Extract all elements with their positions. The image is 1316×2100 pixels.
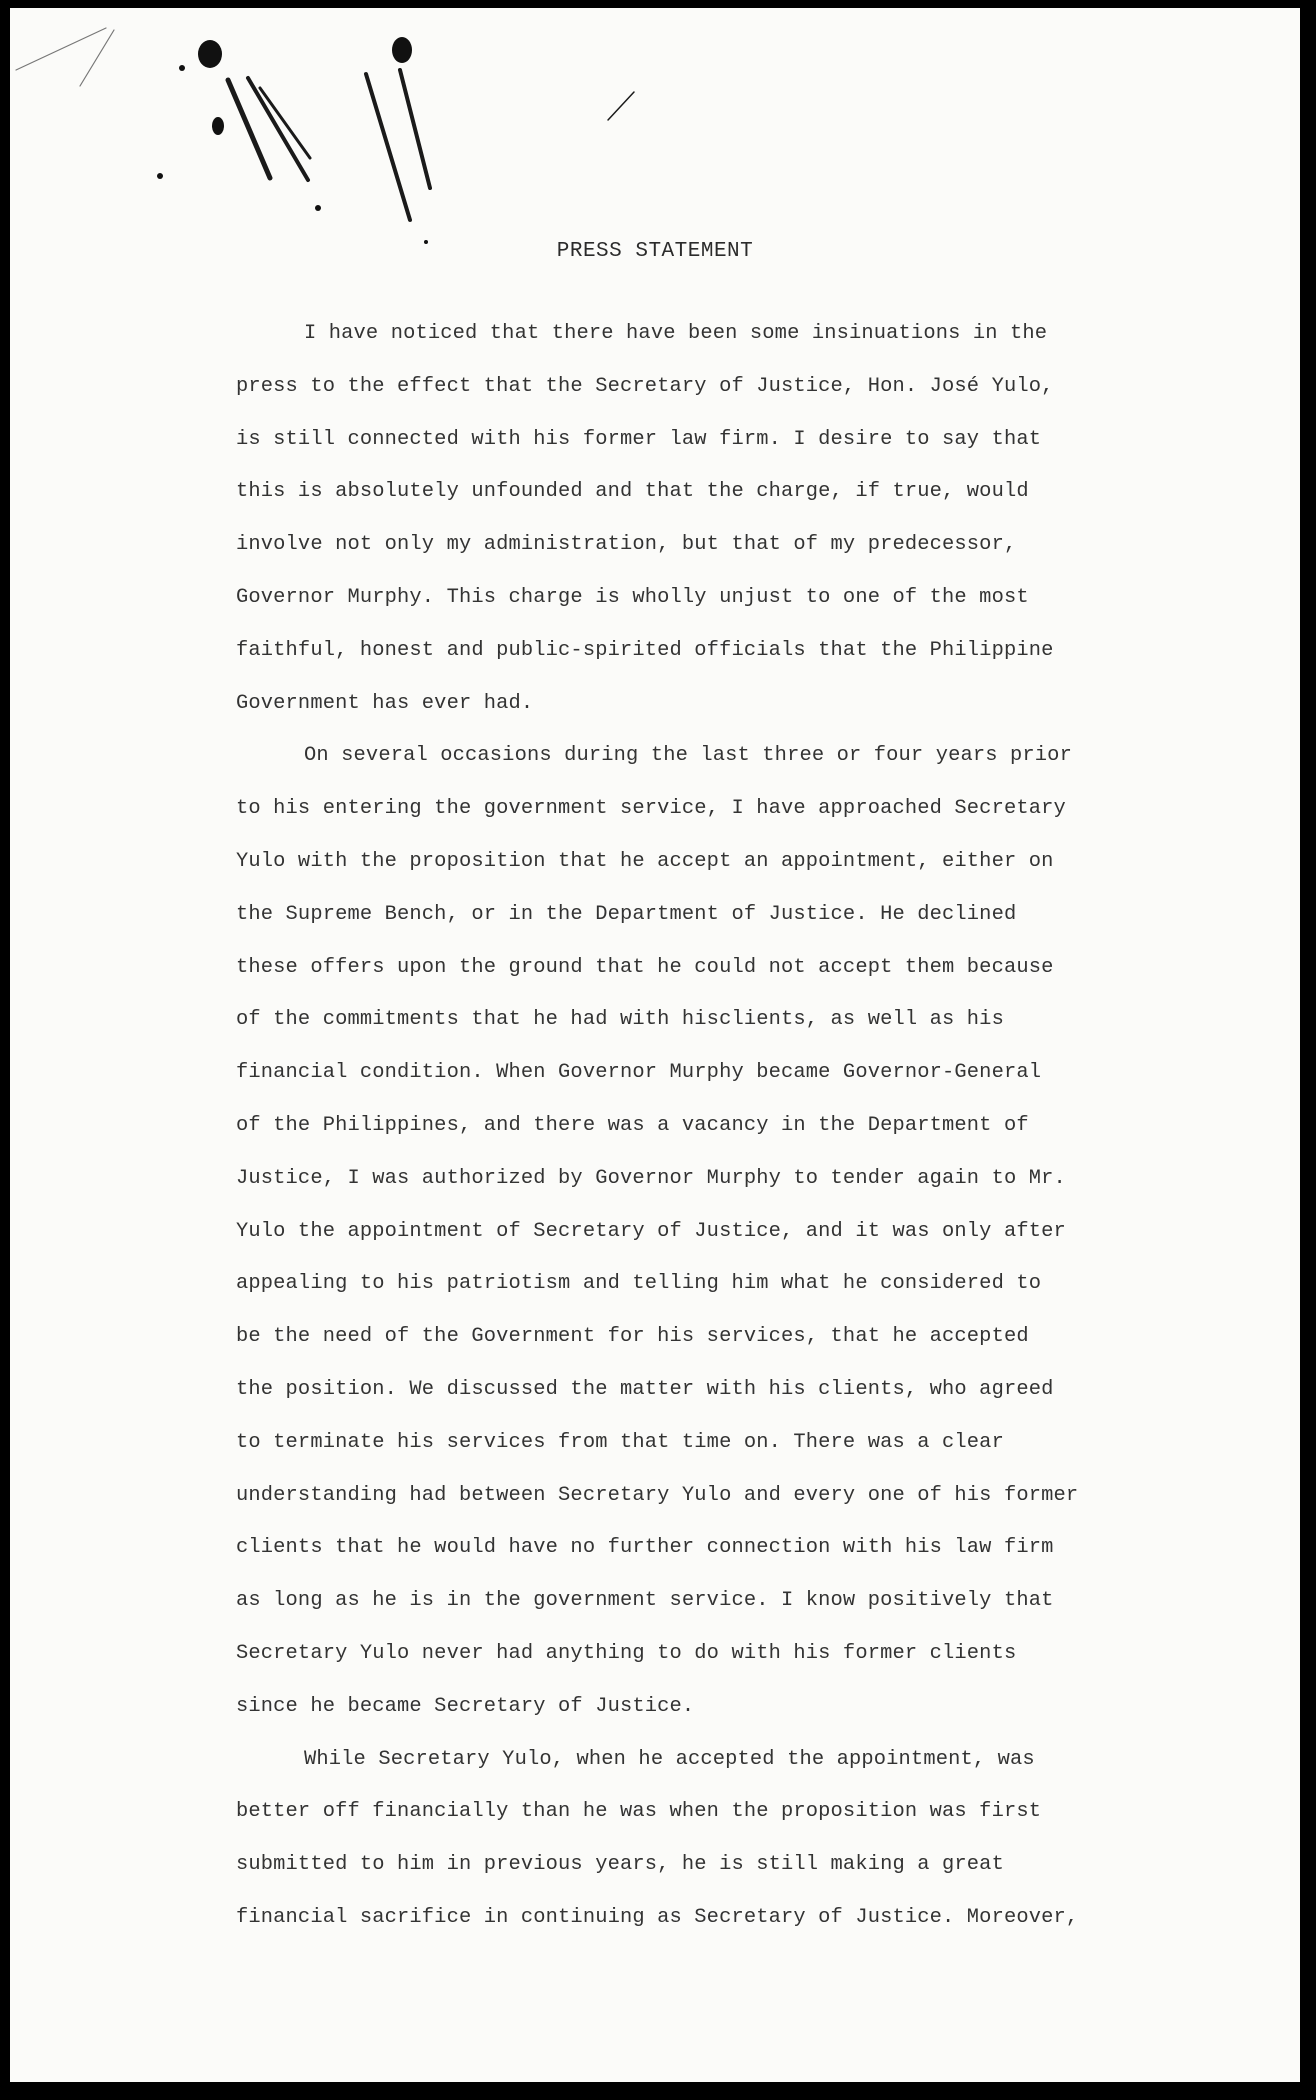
- text-line: this is absolutely unfounded and that the charge, if true, would: [236, 480, 1029, 504]
- text-line: these offers upon the ground that he could not accept them because: [236, 955, 1054, 979]
- text-line: of the Philippines, and there was a vacancy in the Department of: [236, 1113, 1029, 1137]
- text-line: as long as he is in the government service. I know positively that: [236, 1589, 1054, 1613]
- text-line: to his entering the government service, I have approached Secretary: [236, 797, 1066, 821]
- text-line: press to the effect that the Secretary of Justice, Hon. José Yulo,: [236, 374, 1054, 398]
- text-line: financial condition. When Governor Murphy became Governor-General: [236, 1061, 1042, 1085]
- text-line: While Secretary Yulo, when he accepted the appointment, was: [304, 1747, 1035, 1771]
- text-line: Yulo with the proposition that he accept an appointment, either on: [236, 849, 1054, 873]
- text-line: is still connected with his former law firm. I desire to say that: [236, 427, 1042, 451]
- text-line: submitted to him in previous years, he is still making a great: [236, 1853, 1004, 1877]
- text-line: the position. We discussed the matter with his clients, who agreed: [236, 1377, 1054, 1401]
- text-line: of the commitments that he had with hisclients, as well as his: [236, 1008, 1004, 1032]
- text-line: I have noticed that there have been some insinuations in the: [304, 322, 1048, 345]
- text-line: Secretary Yulo never had anything to do with his former clients: [236, 1641, 1017, 1665]
- text-line: be the need of the Government for his services, that he accepted: [236, 1325, 1029, 1349]
- text-line: better off financially than he was when the proposition was first: [236, 1800, 1042, 1824]
- text-line: Justice, I was authorized by Governor Murphy to tender again to Mr.: [236, 1166, 1066, 1190]
- document-body: [236, 308, 1156, 1945]
- text-line: understanding had between Secretary Yulo and every one of his former: [236, 1483, 1079, 1507]
- text-line: Government has ever had.: [236, 691, 534, 715]
- staple-marks: [10, 8, 1300, 268]
- text-line: the Supreme Bench, or in the Department of Justice. He declined: [236, 902, 1017, 926]
- text-line: Governor Murphy. This charge is wholly unjust to one of the most: [236, 585, 1029, 609]
- text-line: clients that he would have no further connection with his law firm: [236, 1536, 1054, 1560]
- text-line: to terminate his services from that time on. There was a clear: [236, 1430, 1004, 1454]
- document-page: [10, 8, 1300, 2082]
- text-line: financial sacrifice in continuing as Secretary of Justice. Moreover,: [236, 1905, 1079, 1929]
- text-line: since he became Secretary of Justice.: [236, 1694, 695, 1718]
- text-line: On several occasions during the last three or four years prior: [304, 744, 1072, 768]
- document-title: PRESS STATEMENT: [556, 240, 754, 263]
- text-line: faithful, honest and public-spirited officials that the Philippine: [236, 638, 1054, 662]
- text-line: appealing to his patriotism and telling him what he considered to: [236, 1272, 1042, 1296]
- text-line: involve not only my administration, but that of my predecessor,: [236, 533, 1017, 557]
- text-line: Yulo the appointment of Secretary of Justice, and it was only after: [236, 1219, 1066, 1243]
